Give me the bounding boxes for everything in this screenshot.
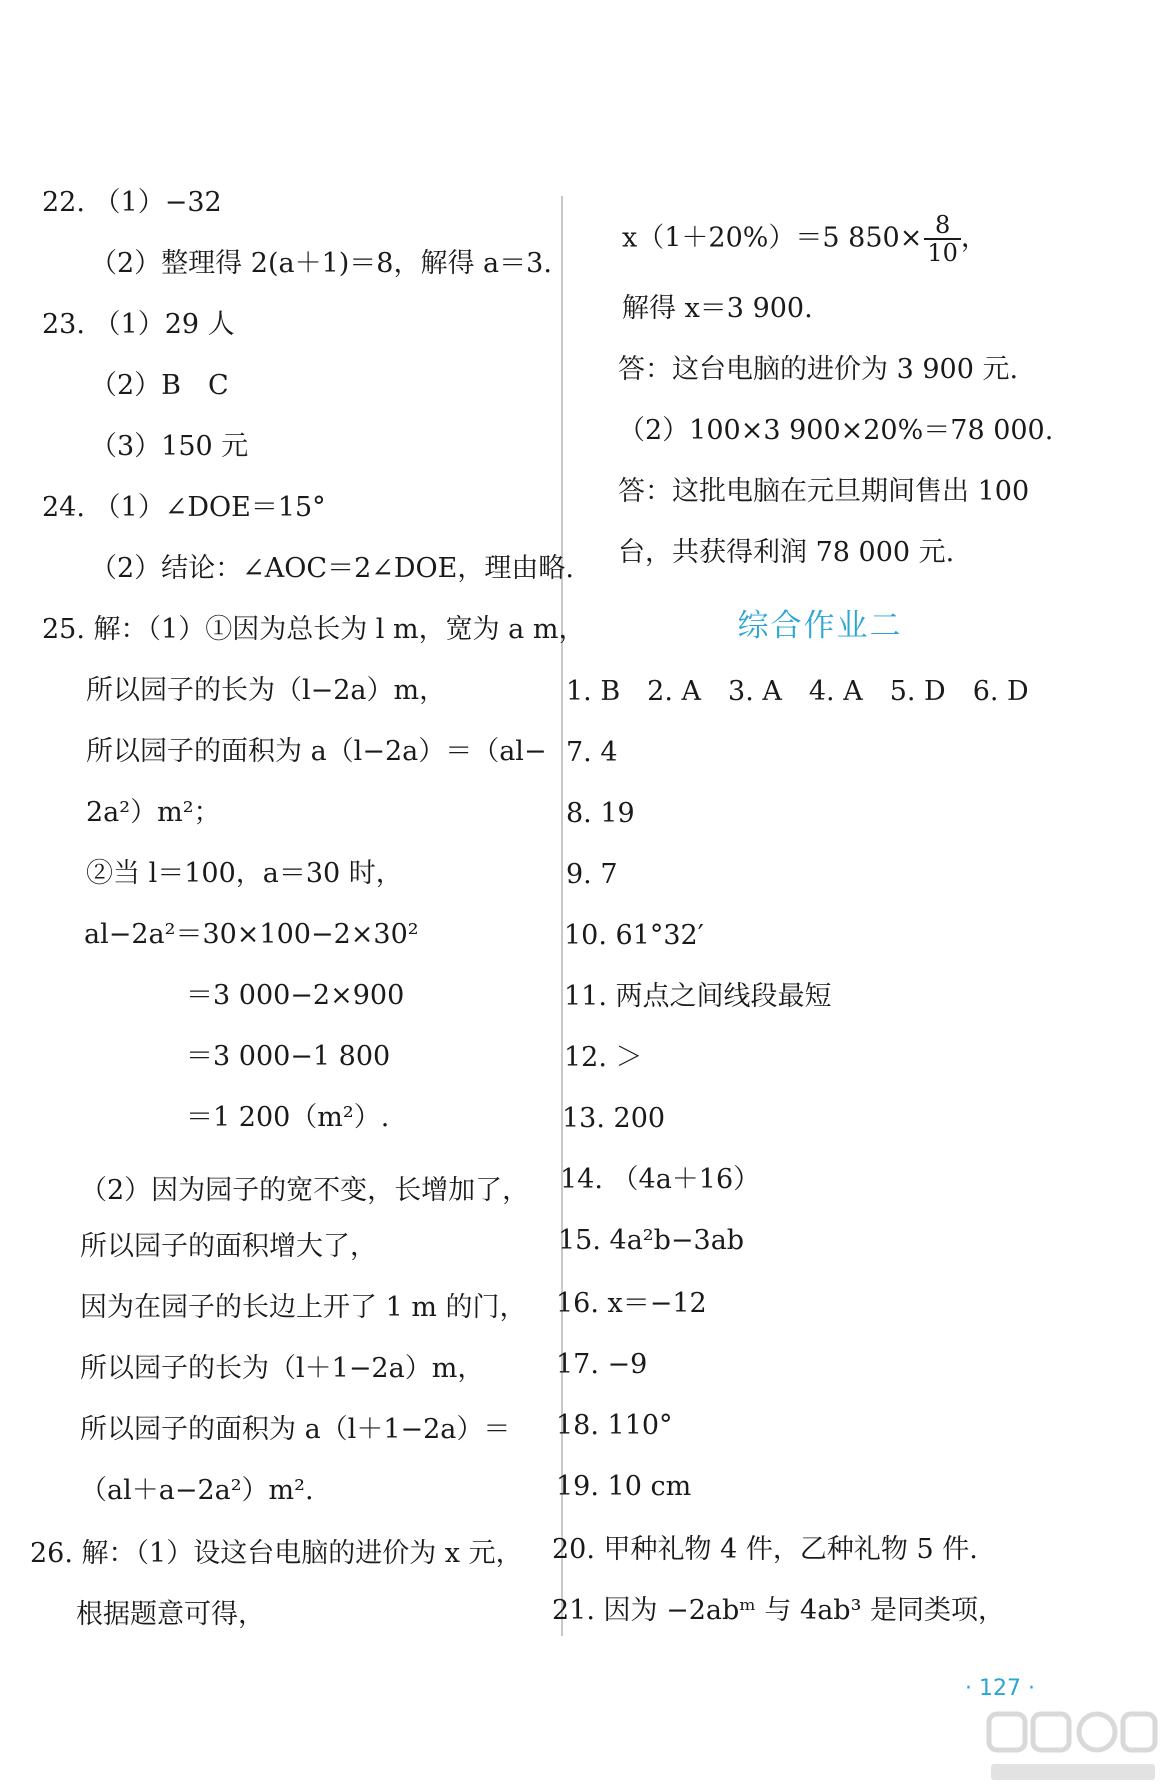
left-line: （al＋a−2a²）m². <box>80 1475 314 1506</box>
answer-line: 19. 10 cm <box>556 1471 692 1502</box>
left-line: ＝3 000−1 800 <box>186 1041 391 1072</box>
left-line: 24. （1）∠DOE＝15° <box>42 492 326 523</box>
answer-line: 11. 两点之间线段最短 <box>564 981 832 1012</box>
left-line: ②当 l＝100，a＝30 时， <box>86 858 403 889</box>
answer-line: 7. 4 <box>566 737 618 768</box>
right-line: 解得 x＝3 900. <box>622 293 813 324</box>
answer-line: 15. 4a²b−3ab <box>558 1225 745 1256</box>
watermark-logo-icon <box>985 1708 1160 1788</box>
left-line: al−2a²＝30×100−2×30² <box>84 919 419 950</box>
answer-line: 16. x＝−12 <box>556 1288 707 1319</box>
right-line: 答：这台电脑的进价为 3 900 元. <box>618 354 1019 385</box>
left-line: （2）整理得 2(a＋1)＝8，解得 a＝3. <box>90 248 552 279</box>
left-line: ＝3 000−2×900 <box>186 980 405 1011</box>
equation-line <box>622 212 988 266</box>
left-line: 所以园子的长为（l−2a）m， <box>86 675 447 706</box>
page-number: · 127 · <box>965 1676 1035 1701</box>
left-line: 所以园子的面积为 a（l＋1−2a）＝ <box>80 1414 511 1445</box>
fraction-denominator: 10 <box>927 239 958 267</box>
left-line: 23. （1）29 人 <box>42 309 235 340</box>
right-line: （2）100×3 900×20%＝78 000. <box>618 415 1054 446</box>
left-line: ＝1 200（m²）. <box>186 1102 390 1133</box>
equation-suffix: ， <box>960 222 988 254</box>
left-line: 2a²）m²； <box>86 797 221 828</box>
left-line: 25. 解：（1）①因为总长为 l m，宽为 a m， <box>42 614 586 645</box>
fraction <box>924 212 961 266</box>
section-title: 综合作业二 <box>737 608 903 644</box>
left-line: 26. 解：（1）设这台电脑的进价为 x 元， <box>30 1538 523 1569</box>
answer-line: 20. 甲种礼物 4 件，乙种礼物 5 件. <box>552 1534 978 1565</box>
answer-line: 10. 61°32′ <box>564 920 704 951</box>
left-line: （3）150 元 <box>90 431 249 462</box>
answer-line: 1. B 2. A 3. A 4. A 5. D 6. D <box>566 676 1029 707</box>
left-line: 因为在园子的长边上开了 1 m 的门， <box>80 1292 527 1323</box>
answer-line: 13. 200 <box>562 1103 666 1134</box>
answer-line: 18. 110° <box>556 1410 673 1441</box>
answer-line: 17. −9 <box>556 1349 648 1380</box>
left-line: （2）B C <box>90 370 229 401</box>
left-line: 所以园子的面积为 a（l−2a）＝（al− <box>86 736 547 767</box>
left-line: 所以园子的长为（l＋1−2a）m， <box>80 1353 485 1384</box>
equation-prefix: x（1＋20%）＝5 850× <box>622 222 923 254</box>
answer-line: 14. （4a＋16） <box>560 1164 761 1195</box>
left-line: （2）结论：∠AOC＝2∠DOE，理由略. <box>90 553 574 584</box>
left-line: 22. （1）−32 <box>42 187 222 218</box>
answer-line: 21. 因为 −2abᵐ 与 4ab³ 是同类项， <box>552 1595 1005 1626</box>
answer-line: 9. 7 <box>566 859 618 890</box>
left-line: 所以园子的面积增大了， <box>80 1231 377 1262</box>
left-line: 根据题意可得， <box>76 1599 265 1630</box>
fraction-numerator: 8 <box>924 212 961 240</box>
right-line: 答：这批电脑在元旦期间售出 100 <box>618 476 1030 507</box>
answer-line: 8. 19 <box>566 798 635 829</box>
right-line: 台，共获得利润 78 000 元. <box>618 537 955 568</box>
answer-line: 12. ＞ <box>564 1042 643 1073</box>
left-line: （2）因为园子的宽不变，长增加了， <box>80 1175 530 1206</box>
